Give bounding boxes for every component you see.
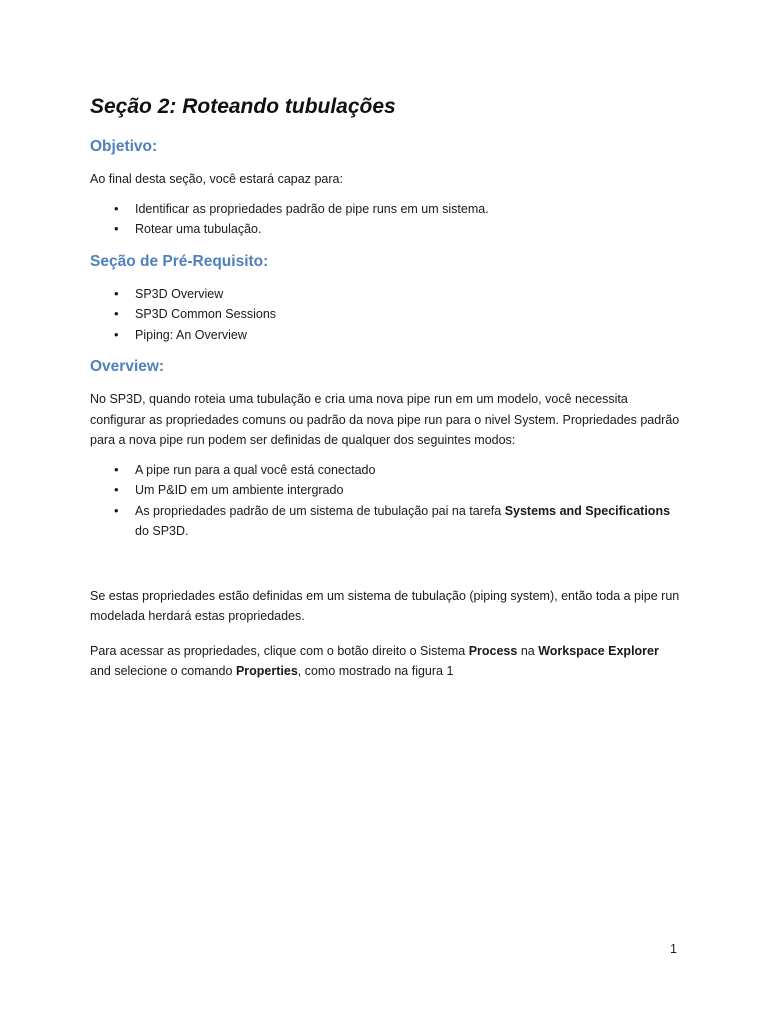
list-item: • Piping: An Overview bbox=[90, 325, 680, 346]
bullet-icon: • bbox=[114, 221, 119, 236]
overview-paragraph-1: No SP3D, quando roteia uma tubulação e cria uma nova pipe run em um modelo, você necessita configurar as propriedades comuns ou padrão da nova pipe run para o nivel System. Propriedades padrão para a nova pipe run podem ser definidas de qualquer dos seguintes modos: bbox=[90, 392, 680, 447]
bullet-icon: • bbox=[114, 502, 119, 518]
bullet-icon: • bbox=[114, 461, 119, 477]
list-item: • Rotear uma tubulação. bbox=[90, 219, 680, 240]
objetivo-list bbox=[90, 199, 680, 240]
page-content bbox=[90, 93, 680, 682]
bullet-icon: • bbox=[114, 200, 119, 216]
list-item: • A pipe run para a qual você está conectado bbox=[90, 460, 680, 481]
overview-heading: Overview: bbox=[90, 358, 165, 375]
list-item: • As propriedades padrão de um sistema de tubulação pai na tarefa Systems and Specifications do SP3D. bbox=[114, 502, 671, 538]
section-title: Seção 2: Roteando tubulações bbox=[90, 95, 396, 118]
bullet-icon: • bbox=[114, 326, 119, 342]
page-number: 1 bbox=[670, 942, 677, 956]
objetivo-intro: Ao final desta seção, você estará capaz para: bbox=[90, 172, 343, 186]
overview-list bbox=[90, 460, 680, 542]
prerequisito-heading: Seção de Pré-Requisito: bbox=[90, 252, 269, 270]
bullet-icon: • bbox=[114, 306, 119, 321]
objetivo-heading: Objetivo: bbox=[90, 138, 158, 155]
bullet-icon: • bbox=[114, 482, 119, 497]
overview-paragraph-3: Para acessar as propriedades, clique com o botão direito o Sistema Process na Workspace Explorer and selecione o comando Properties, como mostrado na figura 1 bbox=[90, 643, 659, 678]
list-item: • Um P&ID em um ambiente intergrado bbox=[90, 480, 680, 501]
bullet-icon: • bbox=[114, 285, 119, 301]
overview-paragraph-2: Se estas propriedades estão definidas em um sistema de tubulação (piping system), então toda a pipe run modelada herdará estas propriedades. bbox=[90, 588, 680, 623]
list-item: • SP3D Common Sessions bbox=[90, 304, 680, 325]
list-item: • Identificar as propriedades padrão de pipe runs em um sistema. bbox=[90, 199, 680, 220]
list-item: • SP3D Overview bbox=[90, 284, 680, 305]
prerequisito-list bbox=[90, 284, 680, 346]
